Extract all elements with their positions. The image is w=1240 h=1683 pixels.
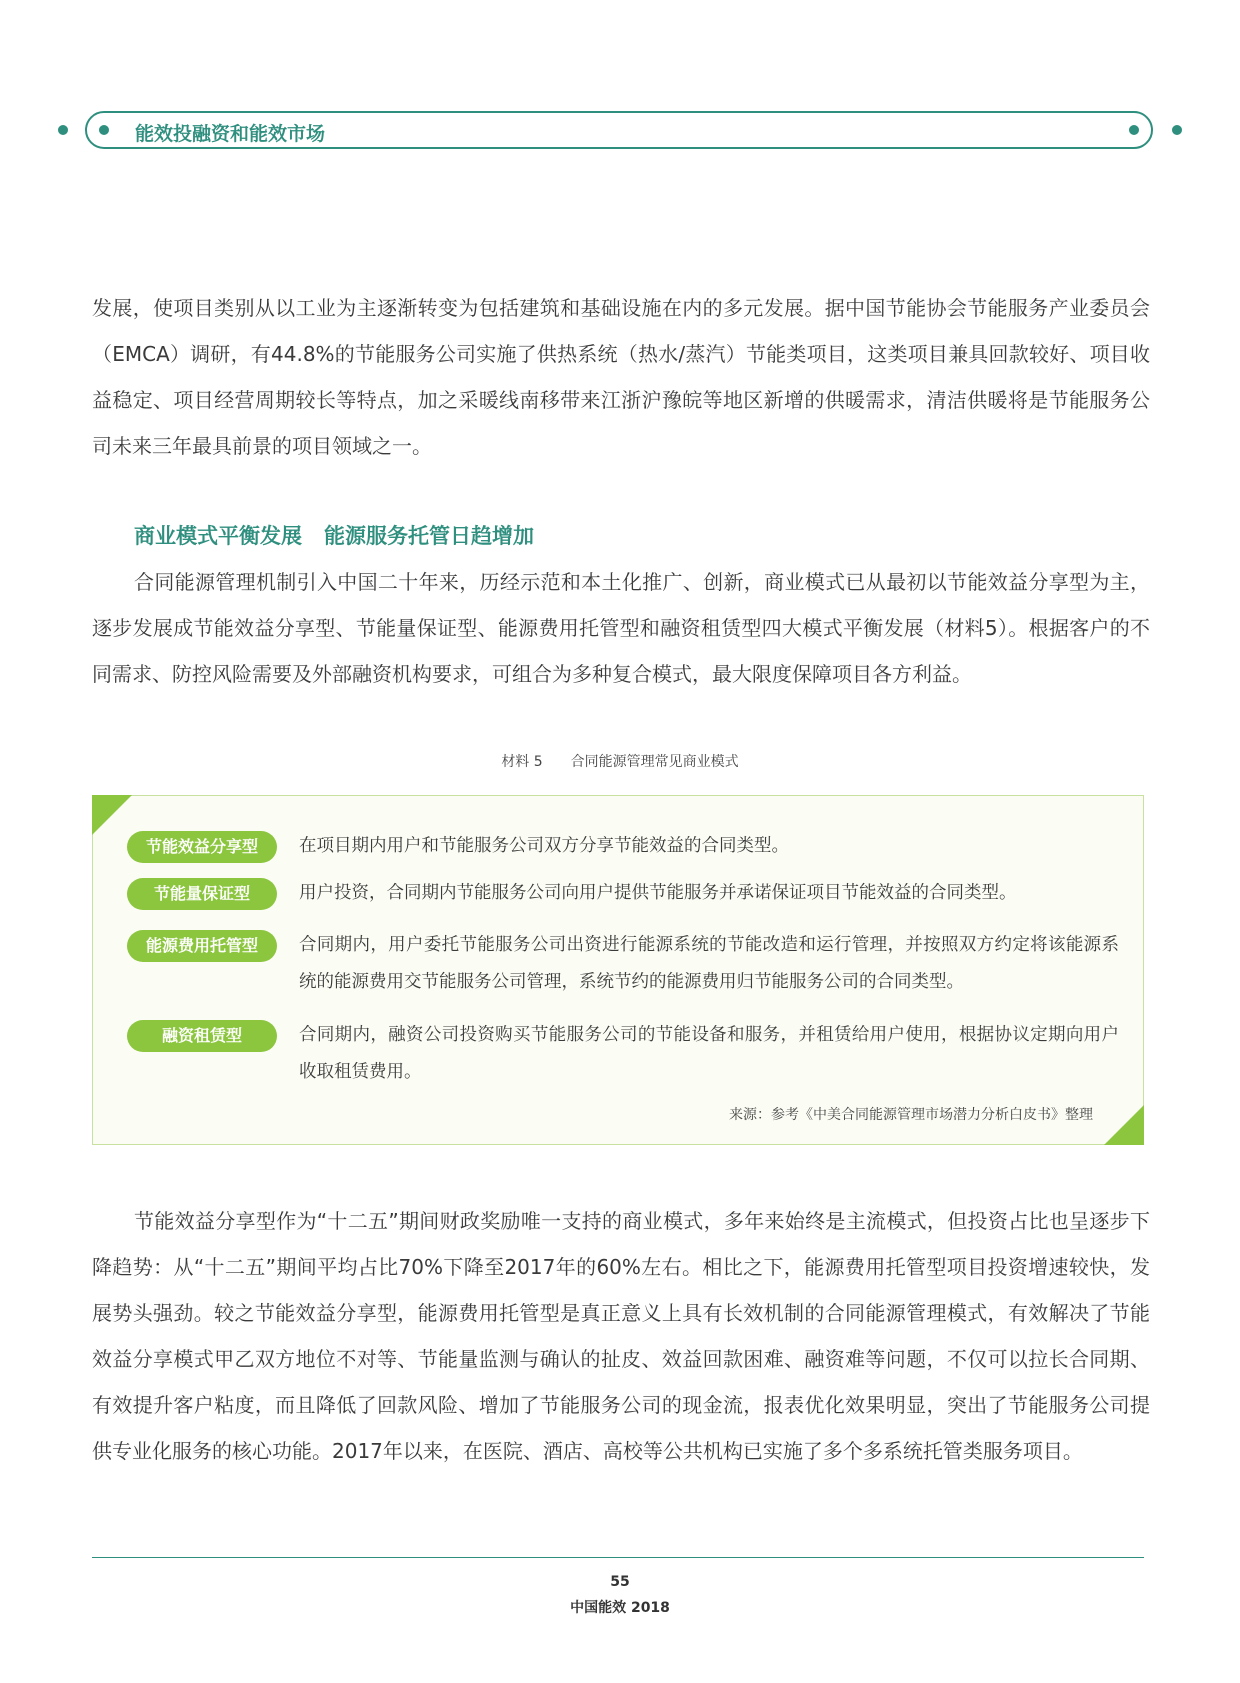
section-heading-part1: 商业模式平衡发展 <box>134 524 302 548</box>
header-inner-dot-right <box>1129 125 1139 135</box>
model-badge: 能源费用托管型 <box>127 930 277 962</box>
model-description: 合同期内，用户委托节能服务公司出资进行能源系统的节能改造和运行管理，并按照双方约定将该能源系统的能源费用交节能服务公司管理，系统节约的能源费用归节能服务公司的合同类型。 <box>299 935 1119 992</box>
model-badge: 节能效益分享型 <box>127 831 277 863</box>
corner-triangle-bottom-right <box>1104 1105 1144 1145</box>
section-heading <box>134 520 534 550</box>
material-caption-label: 材料 5 <box>501 754 543 770</box>
business-models-paragraph: 合同能源管理机制引入中国二十年来，历经示范和本土化推广、创新，商业模式已从最初以节能效益分享型为主，逐步发展成节能效益分享型、节能量保证型、能源费用托管型和融资租赁型四大模式平衡发展（材料5）。根据客户的不同需求、防控风险需要及外部融资机构要求，可组合为多种复合模式，最大限度保障项目各方利益。 <box>92 570 1150 686</box>
corner-triangle-top-left <box>92 795 132 835</box>
page-number: 55 <box>610 1574 630 1590</box>
header-title: 能效投融资和能效市场 <box>135 123 326 145</box>
header-banner <box>85 111 1153 149</box>
trend-paragraph: 节能效益分享型作为“十二五”期间财政奖励唯一支持的商业模式，多年来始终是主流模式，但投资占比也呈逐步下降趋势：从“十二五”期间平均占比70%下降至2017年的60%左右。相比之下，能源费用托管型项目投资增速较快，发展势头强劲。较之节能效益分享型，能源费用托管型是真正意义上具有长效机制的合同能源管理模式，有效解决了节能效益分享模式甲乙双方地位不对等、节能量监测与确认的扯皮、效益回款困难、融资难等问题，不仅可以拉长合同期、有效提升客户粘度，而且降低了回款风险、增加了节能服务公司的现金流，报表优化效果明显，突出了节能服务公司提供专业化服务的核心功能。2017年以来，在医院、酒店、高校等公共机构已实施了多个多系统托管类服务项目。 <box>92 1209 1150 1463</box>
model-badge: 节能量保证型 <box>127 878 277 910</box>
publication-name: 中国能效 2018 <box>570 1600 670 1616</box>
footer-divider <box>92 1557 1144 1558</box>
material-box <box>92 795 1144 1145</box>
header-inner-dot-left <box>99 125 109 135</box>
material-source: 来源：参考《中美合同能源管理市场潜力分析白皮书》整理 <box>729 1107 1093 1123</box>
material-caption <box>0 751 1240 771</box>
model-description: 在项目期内用户和节能服务公司双方分享节能效益的合同类型。 <box>299 836 789 856</box>
material-caption-title: 合同能源管理常见商业模式 <box>570 754 739 770</box>
header-outer-dot-left <box>58 125 68 135</box>
model-badge: 融资租赁型 <box>127 1020 277 1052</box>
intro-paragraph: 发展，使项目类别从以工业为主逐渐转变为包括建筑和基础设施在内的多元发展。据中国节能协会节能服务产业委员会（EMCA）调研，有44.8%的节能服务公司实施了供热系统（热水/蒸汽）节能类项目，这类项目兼具回款较好、项目收益稳定、项目经营周期较长等特点，加之采暖线南移带来江浙沪豫皖等地区新增的供暖需求，清洁供暖将是节能服务公司未来三年最具前景的项目领域之一。 <box>92 296 1150 458</box>
section-heading-part2: 能源服务托管日趋增加 <box>324 524 534 548</box>
header-outer-dot-right <box>1172 125 1182 135</box>
model-description: 合同期内，融资公司投资购买节能服务公司的节能设备和服务，并租赁给用户使用，根据协议定期向用户收取租赁费用。 <box>299 1025 1119 1082</box>
model-description: 用户投资，合同期内节能服务公司向用户提供节能服务并承诺保证项目节能效益的合同类型。 <box>299 883 1017 903</box>
